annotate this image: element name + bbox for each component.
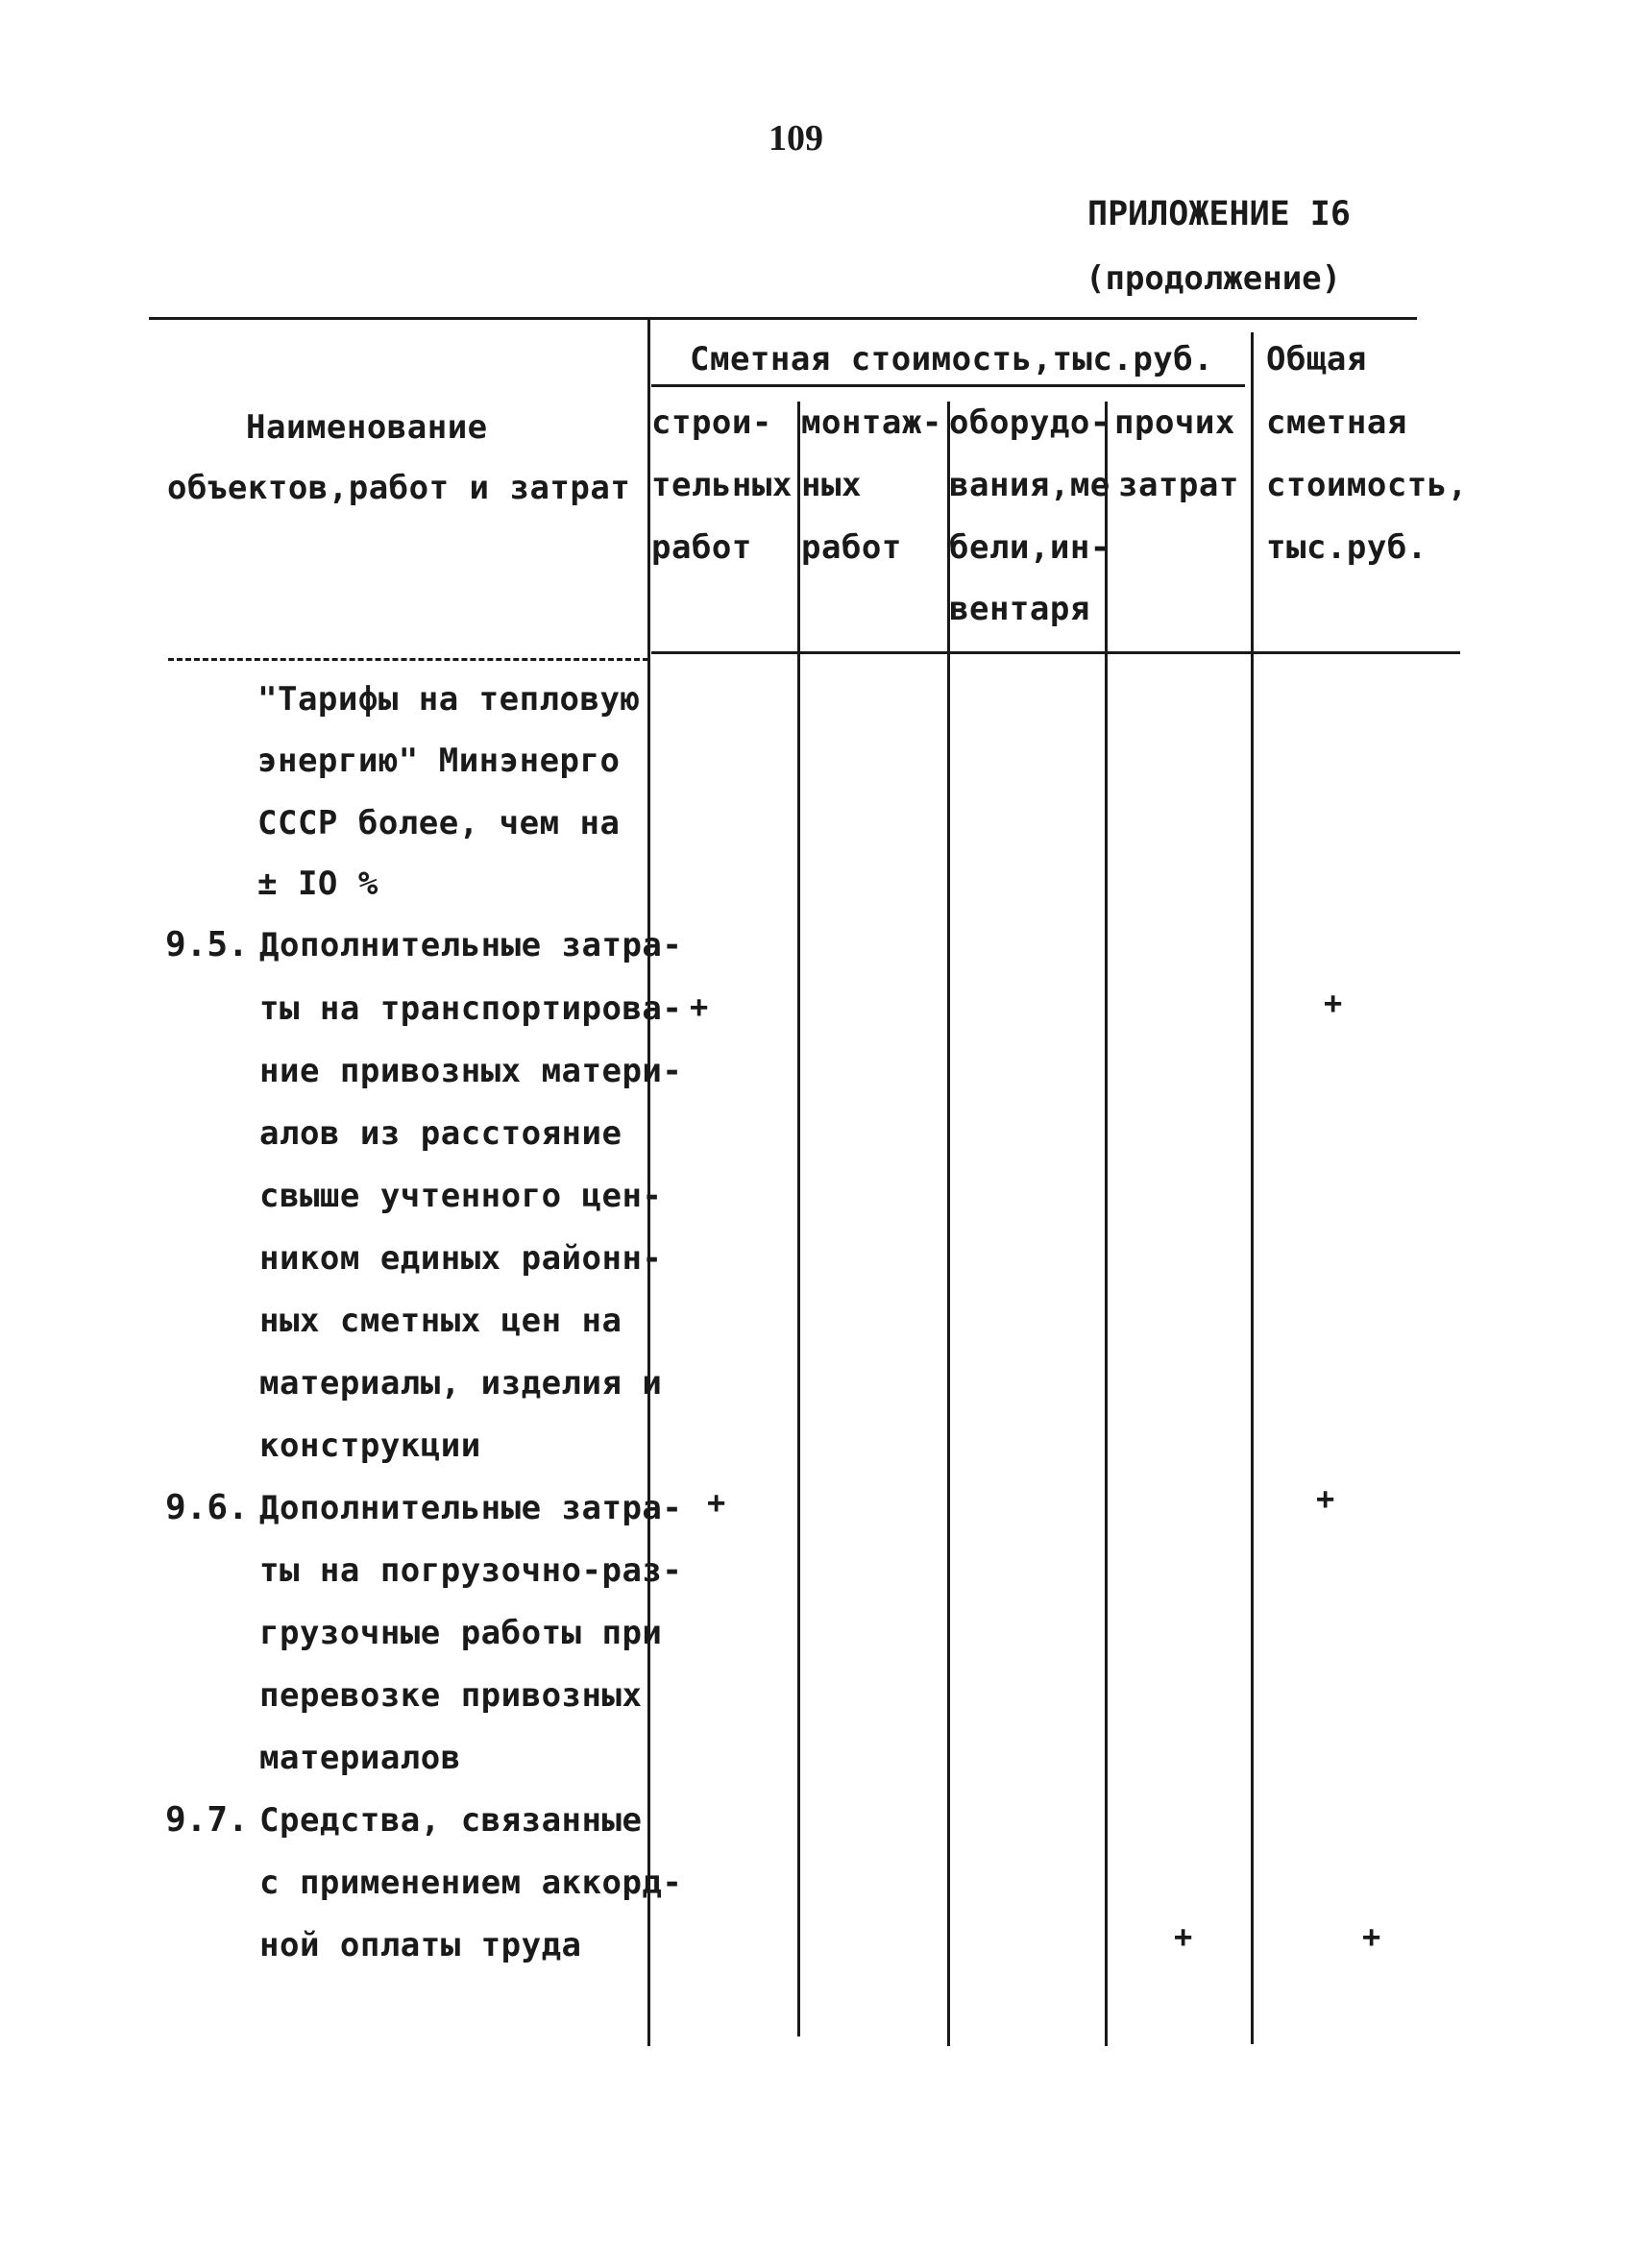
header-total-1: Общая: [1266, 340, 1367, 378]
col-divider-other: [1251, 332, 1254, 2044]
col-divider-equip: [1105, 402, 1108, 2046]
header-total-4: тыс.руб.: [1266, 528, 1428, 567]
header-name-line-1: Наименование: [246, 408, 488, 447]
appendix-title: ПРИЛОЖЕНИЕ I6: [1087, 195, 1351, 233]
row-95-line-5: свыше учтенного цен-: [259, 1177, 663, 1215]
row-95-line-6: ником единых районн-: [259, 1239, 663, 1278]
header-build-3: работ: [651, 528, 752, 567]
row-96-build-mark: +: [707, 1484, 726, 1521]
top-rule: [149, 317, 1417, 320]
header-total-3: стоимость,: [1266, 466, 1468, 504]
row-97-line-2: с применением аккорд-: [259, 1864, 683, 1902]
header-other-2: затрат: [1118, 466, 1239, 504]
continued-label: (продолжение): [1086, 259, 1342, 298]
row-95-line-4: алов из расстояние: [259, 1114, 622, 1153]
header-cost-group: Сметная стоимость,тыс.руб.: [690, 340, 1214, 378]
header-total-2: сметная: [1266, 403, 1407, 442]
header-mount-2: ных: [801, 466, 862, 504]
row-95-number: 9.5.: [165, 925, 249, 964]
row-95-line-7: ных сметных цен на: [259, 1302, 622, 1340]
row-95-line-2: ты на транспортирова-: [259, 989, 683, 1028]
intro-line-1: "Тарифы на тепловую: [257, 680, 641, 719]
header-name-line-2: объектов,работ и затрат: [167, 469, 631, 507]
row-96-total-mark: +: [1316, 1480, 1335, 1517]
row-96-line-5: материалов: [259, 1739, 461, 1777]
page-number: 109: [769, 118, 823, 159]
header-equip-3: бели,ин-: [949, 528, 1110, 567]
header-mount-3: работ: [801, 528, 902, 567]
row-95-line-1: Дополнительные затра-: [259, 926, 683, 964]
row-95-line-8: материалы, изделия и: [259, 1364, 663, 1402]
intro-line-2: энергию" Минэнерго: [257, 742, 621, 780]
row-95-line-9: конструкции: [259, 1427, 481, 1465]
row-97-other-mark: +: [1174, 1918, 1193, 1955]
header-equip-4: вентаря: [949, 590, 1090, 628]
row-96-line-3: грузочные работы при: [259, 1614, 663, 1652]
row-96-line-1: Дополнительные затра-: [259, 1489, 683, 1527]
row-97-line-1: Средства, связанные: [259, 1801, 643, 1840]
header-equip-1: оборудо-: [949, 403, 1110, 442]
row-95-total-mark: +: [1324, 985, 1343, 1021]
row-97-line-3: ной оплаты труда: [259, 1926, 582, 1964]
cost-group-rule: [651, 384, 1245, 387]
intro-line-4: ± IO %: [257, 865, 378, 903]
col-divider-mount: [947, 402, 950, 2046]
row-96-line-2: ты на погрузочно-раз-: [259, 1551, 683, 1590]
row-95-line-3: ние привозных матери-: [259, 1052, 683, 1090]
row-97-number: 9.7.: [165, 1800, 249, 1840]
header-build-1: строи-: [651, 403, 772, 442]
intro-line-3: СССР более, чем на: [257, 804, 621, 842]
row-95-build-mark: +: [690, 988, 709, 1025]
row-96-line-4: перевозке привозных: [259, 1676, 643, 1715]
header-equip-2: вания,ме: [949, 466, 1110, 504]
row-97-total-mark: +: [1362, 1918, 1381, 1955]
row-96-number: 9.6.: [165, 1488, 249, 1527]
header-bottom-rule: [651, 651, 1460, 654]
header-mount-1: монтаж-: [801, 403, 942, 442]
header-other-1: прочих: [1114, 403, 1235, 442]
header-bottom-rule-left: [168, 658, 648, 661]
header-build-2: тельных: [651, 466, 793, 504]
col-divider-build: [797, 402, 800, 2036]
